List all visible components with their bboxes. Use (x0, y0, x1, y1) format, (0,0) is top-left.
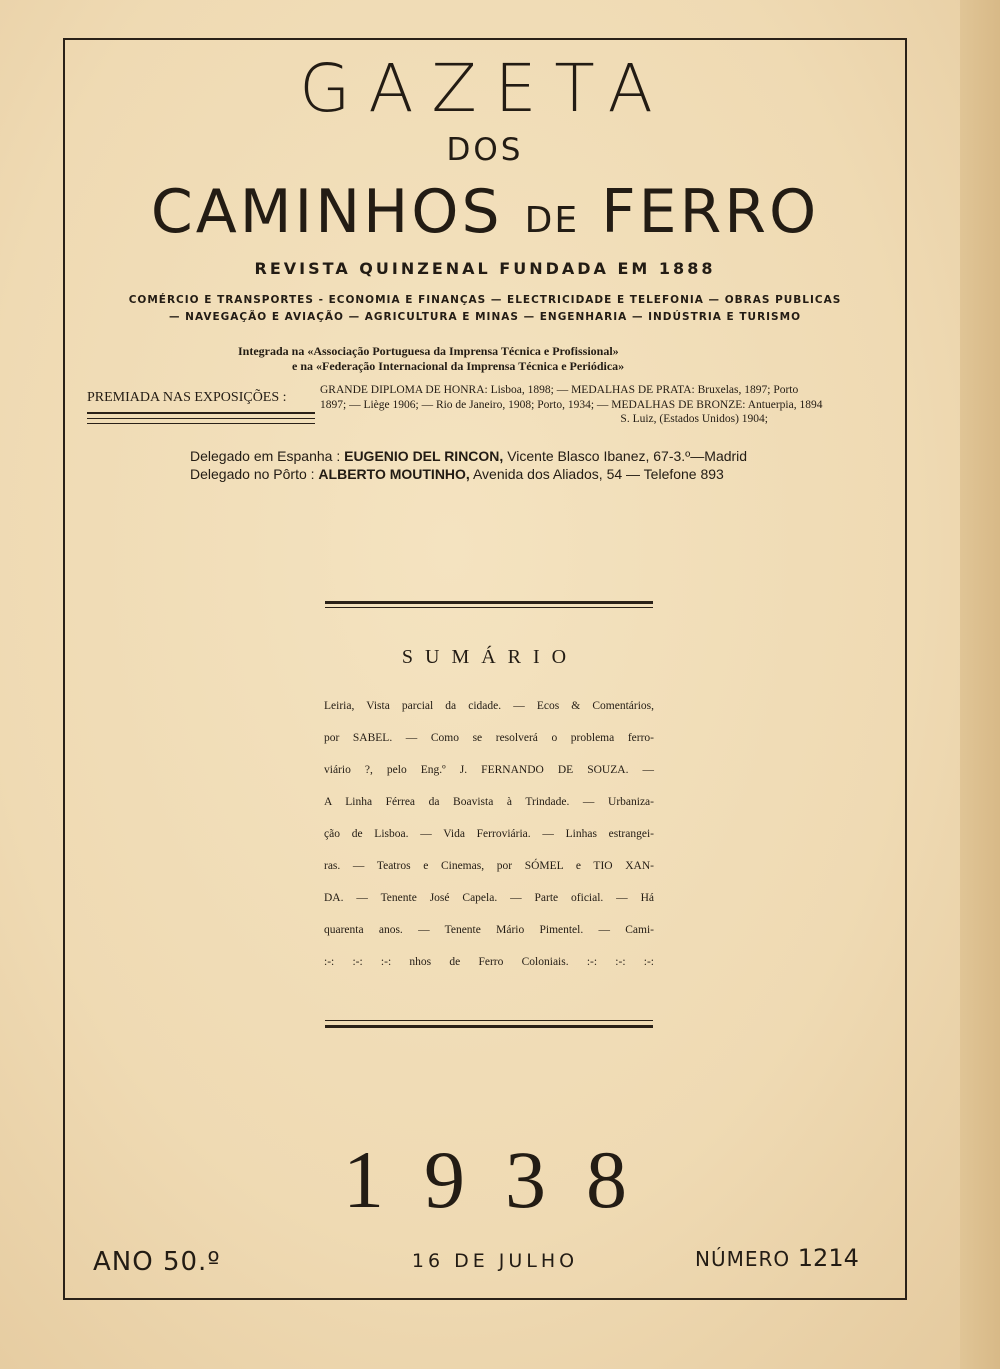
summary-line: DA. — Tenente José Capela. — Parte oficial. — Há (324, 892, 654, 904)
masthead-caminhos-de-ferro (63, 170, 907, 263)
summary-line: A Linha Férrea da Boavista à Trindade. — Urbaniza- (324, 796, 654, 808)
masthead-title: GAZETA (299, 50, 671, 127)
page-edge (960, 0, 1000, 1369)
delegate-porto-address: Avenida dos Aliados, 54 — Telefone 893 (472, 466, 724, 482)
delegate-spain (190, 447, 747, 466)
summary-line: ção de Lisboa. — Vida Ferroviária. — Linhas estrangei- (324, 828, 654, 840)
issue-number-label: NÚMERO (695, 1247, 791, 1271)
summary-line: ras. — Teatros e Cinemas, por SÓMEL e TIO XAN- (324, 860, 654, 872)
summary-line: quarenta anos. — Tenente Mário Pimentel. — Cami- (324, 924, 654, 936)
summary-top-rule (325, 601, 653, 604)
masthead-ferro: FERRO (601, 177, 820, 247)
masthead-caminhos: CAMINHOS (150, 177, 503, 247)
summary-line: viário ?, pelo Eng.º J. FERNANDO DE SOUZA. — (324, 764, 654, 776)
delegate-spain-name: EUGENIO DEL RINCON, (344, 448, 504, 464)
issue-number-value: 1214 (797, 1244, 859, 1272)
awards-line-2: 1897; — Liège 1906; — Rio de Janeiro, 1908; Porto, 1934; — MEDALHAS DE BRONZE: Antuerpia, 1894 (320, 398, 823, 411)
awards-text (320, 383, 886, 427)
summary-bottom-rule-thin (325, 1020, 653, 1021)
awards-rule-1 (87, 412, 315, 414)
summary-line: por SABEL. — Como se resolverá o problema ferro- (324, 732, 654, 744)
masthead-de: DE (524, 200, 580, 241)
summary-bottom-rule (325, 1025, 653, 1028)
awards-label: PREMIADA NAS EXPOSIÇÕES : (87, 390, 287, 405)
summary-top-rule-thin (325, 607, 653, 608)
awards-rule-2 (87, 418, 315, 419)
integrada-line-2: e na «Federação Internacional da Imprensa Técnica e Periódica» (292, 359, 625, 373)
topics-line-2: — NAVEGAÇÃO E AVIAÇÃO — AGRICULTURA E MINAS — ENGENHARIA — INDÚSTRIA E TURISMO (169, 311, 801, 323)
awards-rule-3 (87, 423, 315, 424)
issue-date: 16 DE JULHO (411, 1250, 579, 1272)
topics-line-1: COMÉRCIO E TRANSPORTES - ECONOMIA E FINANÇAS — ELECTRICIDADE E TELEFONIA — OBRAS PUBLICAS (128, 294, 842, 306)
summary-line: Leiria, Vista parcial da cidade. — Ecos & Comentários, (324, 700, 654, 712)
delegate-spain-address: Vicente Blasco Ibanez, 67-3.º—Madrid (507, 448, 748, 464)
issue-year-number: ANO 50.º (93, 1247, 221, 1277)
summary-line: :-: :-: :-: nhos de Ferro Coloniais. :-: :-: :-: (324, 956, 654, 968)
delegate-porto-label: Delegado no Pôrto : (190, 466, 315, 482)
delegate-porto (190, 465, 724, 484)
issue-year: 1938 (343, 1134, 667, 1225)
integrada-line-1: Integrada na «Associação Portuguesa da Imprensa Técnica e Profissional» (238, 344, 619, 358)
awards-line-3: S. Luiz, (Estados Unidos) 1904; (620, 413, 768, 425)
masthead-subtitle: REVISTA QUINZENAL FUNDADA EM 1888 (254, 259, 716, 278)
delegate-spain-label: Delegado em Espanha : (190, 448, 341, 464)
issue-number (695, 1238, 859, 1279)
summary-text (324, 690, 654, 978)
summary-heading: SUMÁRIO (401, 646, 579, 668)
awards-line-1: GRANDE DIPLOMA DE HONRA: Lisboa, 1898; — MEDALHAS DE PRATA: Bruxelas, 1897; Porto (320, 384, 799, 396)
delegate-porto-name: ALBERTO MOUTINHO, (318, 466, 470, 482)
masthead-dos: DOS (446, 132, 524, 168)
